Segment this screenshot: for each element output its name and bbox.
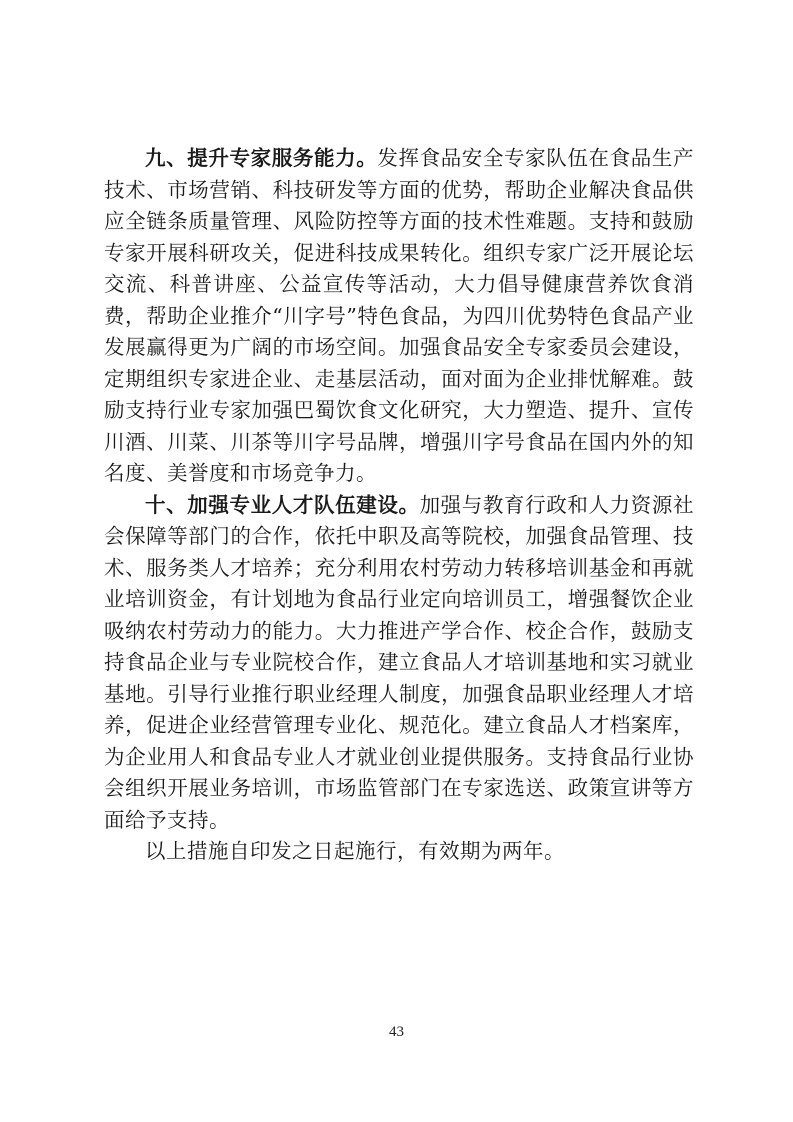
paragraph-talent-team <box>104 490 694 837</box>
page-number: 43 <box>389 1024 404 1040</box>
section-heading-nine: 九、提升专家服务能力。 <box>145 146 378 170</box>
document-body <box>104 143 694 868</box>
paragraph-text: 以上措施自印发之日起施行，有效期为两年。 <box>145 839 565 863</box>
paragraph-text: 加强与教育行政和人力资源社会保障等部门的合作，依托中职及高等院校，加强食品管理、技术、服务类人才培养；充分利用农村劳动力转移培训基金和再就业培训资金，有计划地为食品行业定向培训员工，增强餐饮企业吸纳农村劳动力的能力。大力推进产学合作、校企合作，鼓励支持食品企业与专业院校合作，建立食品人才培训基地和实习就业基地。引导行业推行职业经理人制度，加强食品职业经理人才培养，促进企业经营管理专业化、规范化。建立食品人才档案库，为企业用人和食品专业人才就业创业提供服务。支持食品行业协会组织开展业务培训，市场监管部门在专家选送、政策宣讲等方面给予支持。 <box>104 492 695 832</box>
paragraph-expert-services <box>104 143 694 490</box>
section-heading-ten: 十、加强专业人才队伍建设。 <box>145 492 420 517</box>
paragraph-text: 发挥食品安全专家队伍在食品生产技术、市场营销、科技研发等方面的优势，帮助企业解决食品供应全链条质量管理、风险防控等方面的技术性难题。支持和鼓励专家开展科研攻关，促进科技成果转化。组织专家广泛开展论坛交流、科普讲座、公益宣传等活动，大力倡导健康营养饮食消费，帮助企业推介“川字号”特色食品，为四川优势特色食品产业发展赢得更为广阔的市场空间。加强食品安全专家委员会建设，定期组织专家进企业、走基层活动，面对面为企业排忧解难。鼓励支持行业专家加强巴蜀饮食文化研究，大力塑造、提升、宣传川酒、川菜、川茶等川字号品牌，增强川字号食品在国内外的知名度、美誉度和市场竞争力。 <box>104 146 695 485</box>
paragraph-effective-date <box>104 836 694 868</box>
